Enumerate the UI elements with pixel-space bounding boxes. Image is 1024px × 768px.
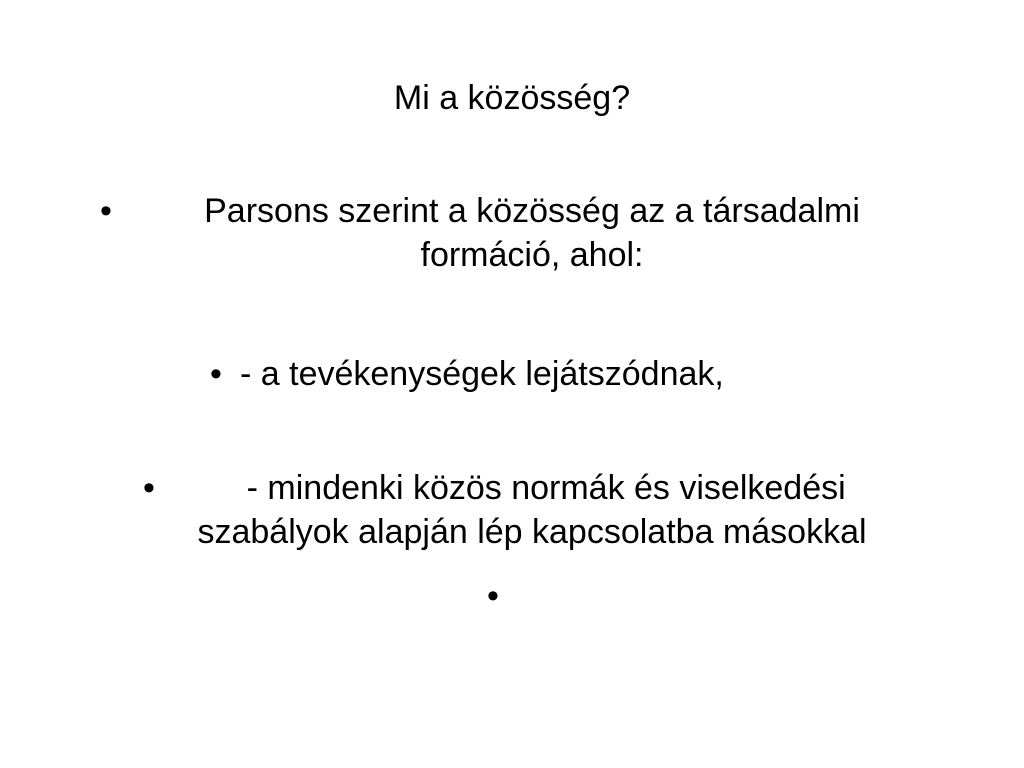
bullet-line-1: Parsons szerint a közösség az a társadalmi [204,192,860,230]
bullet-dot-icon: • [210,355,222,393]
bullet-text [100,466,964,554]
bullet-item-4 [0,574,1024,620]
bullet-text [240,352,820,396]
bullet-item-3 [0,466,1024,558]
bullet-item-1 [0,189,1024,281]
bullet-text [140,189,924,277]
slide-title: Mi a közösség? [393,79,631,117]
bullet-dot-icon: • [143,469,155,507]
bullet-line-1 [100,466,964,510]
bullet-line-1: - a tevékenységek lejátszódnak, [240,355,724,393]
bullet-dot-icon: • [100,192,112,230]
bullet-item-2 [0,352,1024,398]
bullet-line-2: szabályok alapján lép kapcsolatba másokkal [197,513,867,551]
bullet-dot-icon: • [487,577,499,615]
bullet-line-1-text: - mindenki közös normák és viselkedési [246,469,846,507]
bullet-line-2: formáció, ahol: [420,236,644,274]
